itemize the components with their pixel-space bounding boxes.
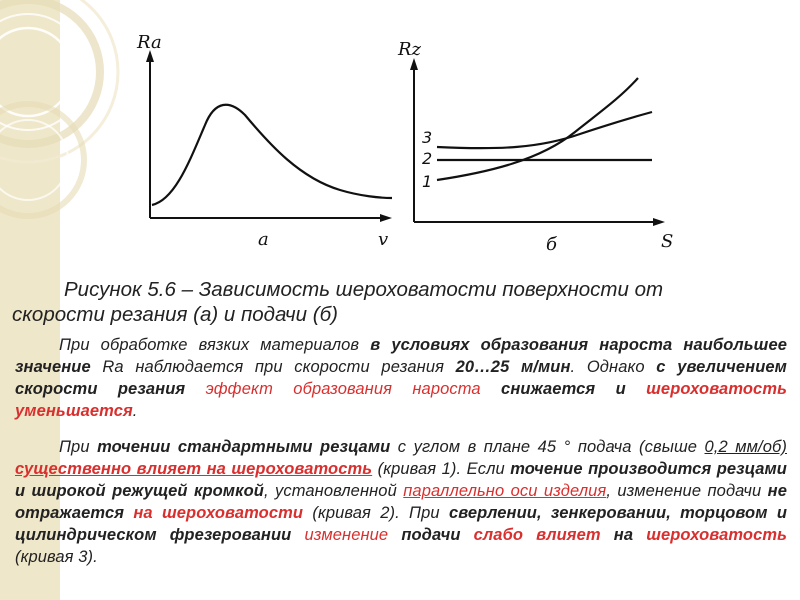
p2-s15: (кривая 2). При — [303, 504, 449, 522]
p2-s16: сверлении, зенкеровании, торцовом и цилиндрическом фрезеровании — [15, 504, 787, 544]
paragraph-2 — [15, 436, 787, 568]
p2-s24: на — [613, 526, 634, 544]
panel-a-x-arrow — [380, 214, 392, 222]
panel-b-curve-3 — [437, 112, 652, 148]
p1-s9 — [481, 380, 501, 398]
p2-s21 — [461, 526, 474, 544]
figure-caption — [12, 277, 702, 327]
p2-s3: с углом в плане 45 ° подача (свыше — [390, 438, 705, 456]
p2-s10: параллельно оси изделия — [403, 482, 607, 500]
panel-b-label: б — [546, 234, 557, 255]
p1-s8: эффект образования нароста — [205, 380, 481, 398]
p2-s22: слабо влияет — [473, 526, 601, 544]
p2-s4: 0,2 мм/об) — [704, 438, 787, 456]
panel-a-y-label: Ra — [137, 32, 162, 53]
panel-a-label: а — [258, 229, 269, 250]
p1-s10: снижается и — [501, 380, 626, 398]
curve-label-1: 1 — [422, 172, 433, 191]
p2-s18: изменение — [304, 526, 389, 544]
panel-a-ra-curve — [152, 105, 392, 205]
p2-s9: , установленной — [263, 482, 404, 500]
p1-s2: в условиях образования нароста наибольшее значение — [15, 336, 787, 376]
p1-s3: Ra наблюдается при скорости резания — [90, 358, 456, 376]
curve-label-3: 3 — [422, 128, 433, 147]
panel-b-y-label: Rz — [398, 39, 422, 60]
roughness-figure — [0, 0, 800, 270]
panel-a — [136, 32, 392, 250]
p2-s7: (кривая 1). Если — [372, 460, 511, 478]
p2-s8: точение производится резцами и широкой режущей кромкой — [15, 460, 787, 500]
p2-s11: , изменение подачи — [606, 482, 768, 500]
p2-s2: точении стандартными резцами — [97, 438, 391, 456]
p2-s27: (кривая 3). — [15, 548, 98, 566]
p1-s11 — [626, 380, 646, 398]
p2-s6: существенно влияет на шероховатость — [15, 460, 373, 478]
p1-s6: с увеличением скорости резания — [15, 358, 787, 398]
p2-s19 — [388, 526, 401, 544]
curve-label-2: 2 — [422, 149, 433, 168]
paragraph-1 — [15, 334, 787, 422]
caption-line-2: скорости резания (а) и подачи (б) — [12, 303, 338, 326]
p2-s23 — [601, 526, 614, 544]
panel-b-x-arrow — [653, 218, 665, 226]
p1-s1: При обработке вязких материалов — [59, 336, 371, 354]
p2-s1: При — [59, 438, 98, 456]
p2-s14: на шероховатости — [133, 504, 304, 522]
caption-line-1: Рисунок 5.6 – Зависимость шероховатости поверхности от — [64, 278, 664, 301]
panel-b-x-label: S — [661, 231, 674, 252]
panel-b-curve-1 — [437, 78, 638, 180]
p2-s13 — [124, 504, 133, 522]
p2-s20: подачи — [401, 526, 461, 544]
p2-s26: шероховатость — [646, 526, 788, 544]
p1-s4: 20…25 м/мин — [455, 358, 571, 376]
p1-s7 — [185, 380, 205, 398]
panel-b — [397, 39, 673, 255]
p2-s25 — [633, 526, 646, 544]
p1-s13: . — [132, 402, 138, 420]
p2-s12: не отражается — [15, 482, 787, 522]
panel-a-x-label: v — [378, 229, 389, 250]
p1-s12: шероховатость уменьшается — [15, 380, 787, 420]
p1-s5: . Однако — [570, 358, 657, 376]
p2-s17 — [291, 526, 304, 544]
